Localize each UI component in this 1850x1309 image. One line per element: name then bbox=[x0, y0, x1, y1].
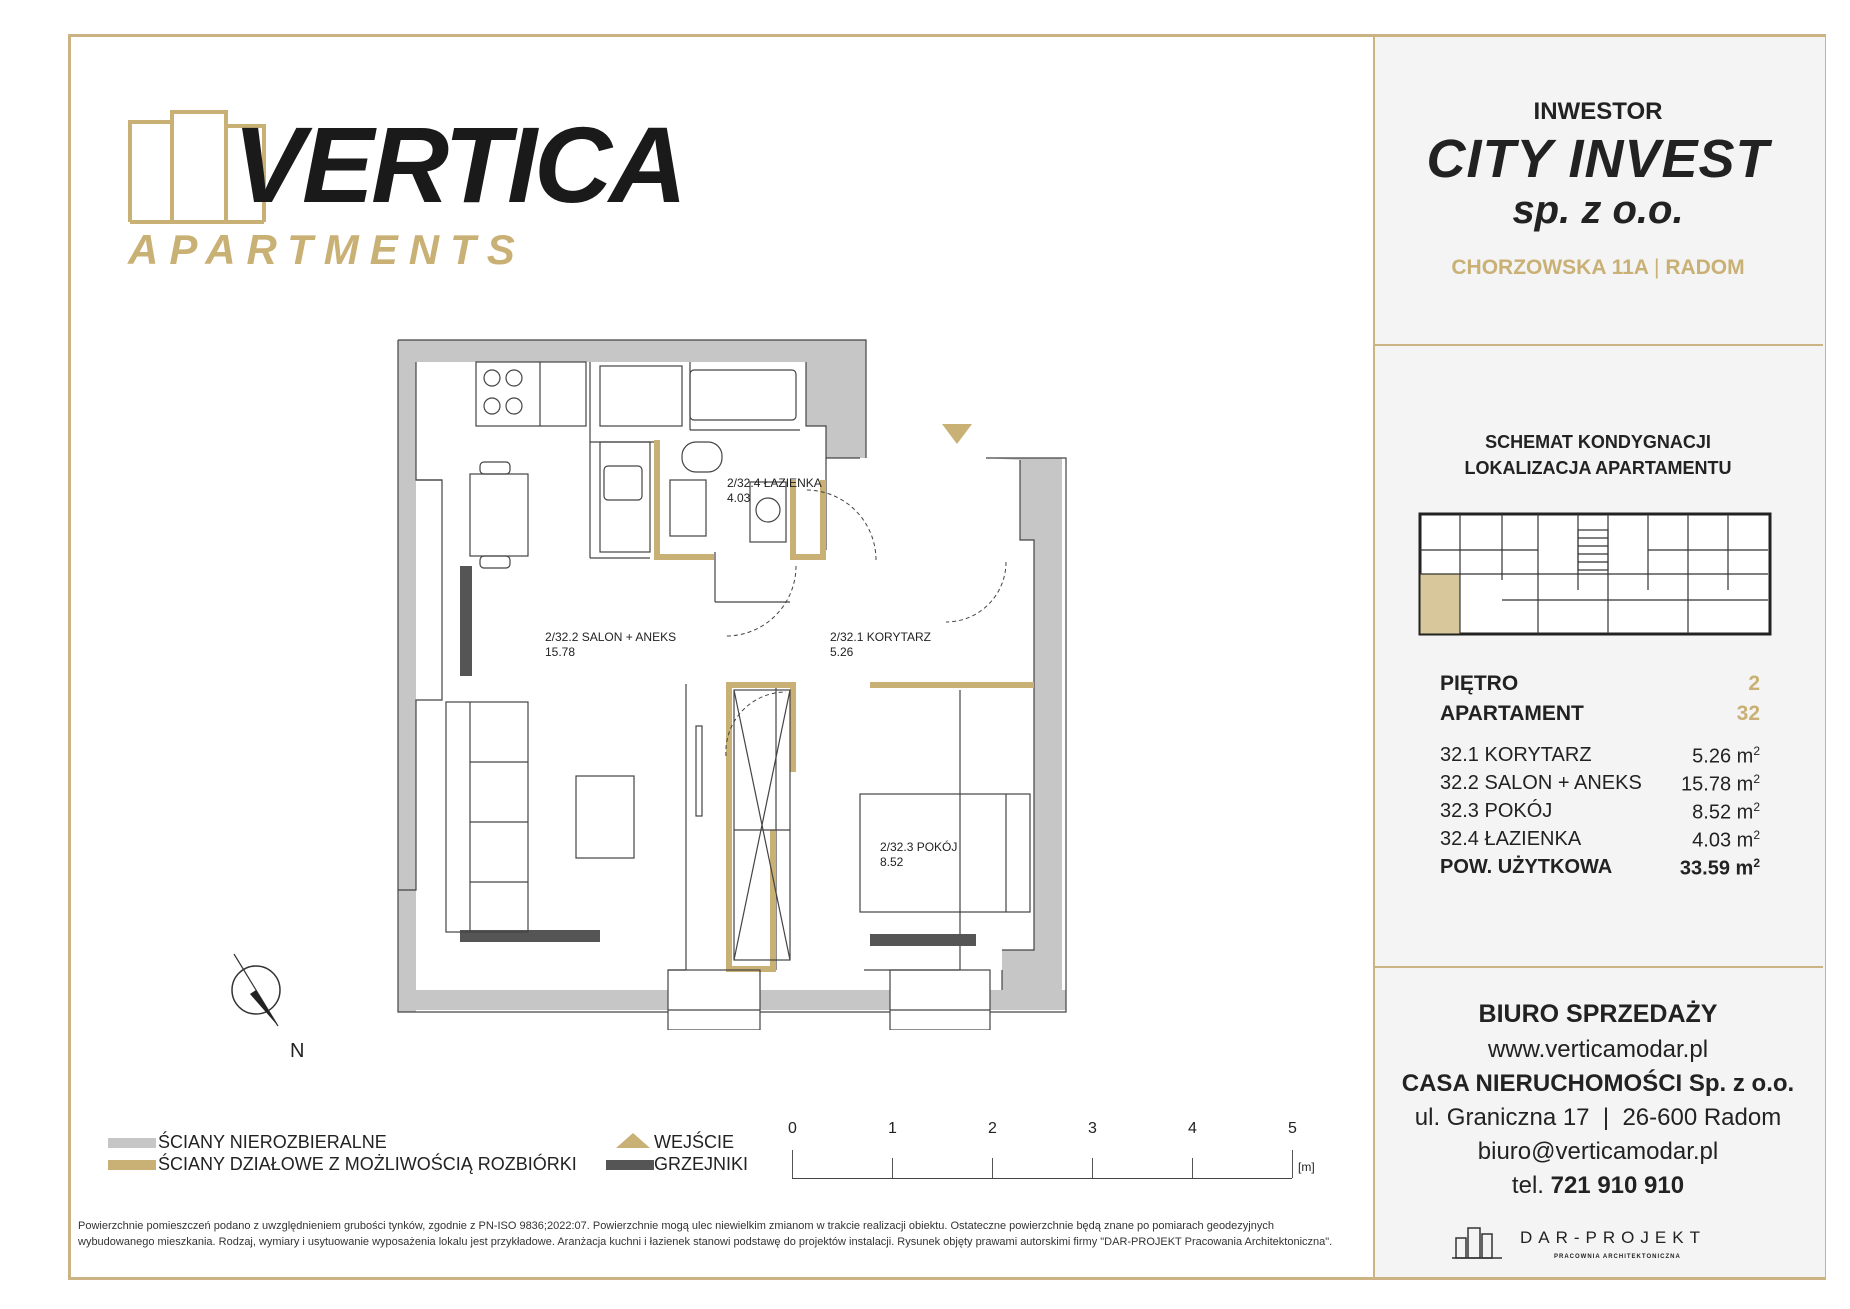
brand-sub: APARTMENTS bbox=[128, 226, 526, 273]
apartment-value: 32 bbox=[1736, 702, 1760, 725]
sales-separator: | bbox=[1602, 1104, 1610, 1131]
legend-radiators: GRZEJNIKI bbox=[654, 1154, 749, 1174]
sales-company: CASA NIERUCHOMOŚCI Sp. z o.o. bbox=[1401, 1070, 1795, 1097]
floor-value: 2 bbox=[1748, 672, 1760, 695]
sales-phone[interactable] bbox=[1373, 1172, 1823, 1200]
total-row bbox=[1440, 856, 1760, 881]
tel-label: tel. bbox=[1511, 1172, 1544, 1199]
room-label-living: 2/32.2 SALON + ANEKS 15.78 bbox=[545, 630, 677, 659]
legend-swatch-fixed bbox=[108, 1138, 156, 1148]
legend-swatch-partition bbox=[108, 1160, 156, 1170]
sales-title: BIURO SPRZEDAŻY bbox=[1478, 1000, 1718, 1028]
investor-name: CITY INVEST bbox=[1426, 129, 1770, 189]
scale-tick: 2 bbox=[988, 1120, 997, 1137]
room-name: 32.2 SALON + ANEKS bbox=[1440, 772, 1642, 794]
address-separator: | bbox=[1654, 256, 1660, 279]
address-street: CHORZOWSKA 11A bbox=[1451, 256, 1649, 279]
divider bbox=[1373, 966, 1823, 968]
room-row bbox=[1440, 828, 1760, 853]
room-area: 8.52 $m^2$ bbox=[1692, 800, 1760, 824]
scale-tick: 0 bbox=[788, 1120, 797, 1137]
floor-label: PIĘTRO bbox=[1440, 672, 1519, 695]
scale-tick: 4 bbox=[1188, 1120, 1197, 1137]
room-label-corridor: 2/32.1 KORYTARZ 5.26 bbox=[830, 630, 931, 659]
address-city: RADOM bbox=[1665, 256, 1745, 279]
room-name: 32.4 ŁAZIENKA bbox=[1440, 828, 1582, 850]
scale-unit: [m] bbox=[1298, 1160, 1315, 1174]
investor-label: INWESTOR bbox=[1533, 98, 1663, 125]
room-area: 5.26 $m^2$ bbox=[1692, 744, 1760, 768]
apartment-row bbox=[1440, 702, 1760, 726]
legend-entrance: WEJŚCIE bbox=[654, 1132, 735, 1152]
sales-postal: 26-600 Radom bbox=[1622, 1104, 1782, 1131]
room-row bbox=[1440, 800, 1760, 825]
legend-partition-walls: ŚCIANY DZIAŁOWE Z MOŻLIWOŚCIĄ ROZBIÓRKI bbox=[158, 1154, 577, 1174]
room-name: 32.1 KORYTARZ bbox=[1440, 744, 1592, 766]
apartment-label: APARTAMENT bbox=[1440, 702, 1584, 725]
sales-street: ul. Graniczna 17 bbox=[1414, 1104, 1590, 1131]
room-label-room: 2/32.3 POKÓJ 8.52 bbox=[880, 840, 958, 869]
scale-tick: 3 bbox=[1088, 1120, 1097, 1137]
designer-sub: PRACOWNIA ARCHITEKTONICZNA bbox=[1554, 1254, 1681, 1260]
sales-email[interactable]: biuro@verticamodar.pl bbox=[1477, 1138, 1719, 1165]
sales-address bbox=[1373, 1104, 1823, 1132]
total-area: 33.59 $m^2$ bbox=[1679, 856, 1760, 880]
floor-row bbox=[1440, 672, 1760, 696]
investor-address bbox=[1373, 256, 1823, 280]
north-label: N bbox=[290, 1040, 305, 1062]
room-label-bathroom: 2/32.4 ŁAZIENKA 4.03 bbox=[727, 476, 822, 505]
scale-tick: 1 bbox=[888, 1120, 897, 1137]
room-row bbox=[1440, 744, 1760, 769]
footnote: Powierzchnie pomieszczeń podano z uwzględnieniem grubości tynków, zgodnie z PN-ISO 9836;2022:07. Powierzchnie mogą ulec niewielkim zmianom w trakcie realizacji obiektu. Ostateczne powierzchnie będą znane po pomiarach geodezyjnych wybudowanego mieszkania. Rodzaj, wymiary i usytuowanie wyposażenia lokalu jest przykładowe. Aranżacja kuchni i łazienek stanowi podstawę do projektów instalacji. Rysunek objęty prawami autorskimi firmy "DAR-PROJEKT Pracowania Architektoniczna". bbox=[78, 1220, 1333, 1248]
tel-value: 721 910 910 bbox=[1550, 1172, 1685, 1199]
room-area: 4.03 $m^2$ bbox=[1692, 828, 1760, 852]
investor-company: sp. z o.o. bbox=[1512, 188, 1684, 232]
entrance-marker bbox=[942, 424, 972, 444]
brand-name: VERTICA bbox=[233, 104, 685, 225]
total-label: POW. UŻYTKOWA bbox=[1440, 856, 1613, 878]
legend-swatch-radiator bbox=[606, 1160, 654, 1170]
room-name: 32.3 POKÓJ bbox=[1440, 800, 1553, 822]
designer-name: DAR-PROJEKT bbox=[1520, 1228, 1706, 1247]
legend-fixed-walls: ŚCIANY NIEROZBIERALNE bbox=[158, 1132, 387, 1152]
sales-website[interactable]: www.verticamodar.pl bbox=[1487, 1036, 1709, 1063]
scheme-title-2: LOKALIZACJA APARTAMENTU bbox=[1464, 458, 1732, 478]
scale-tick: 5 bbox=[1288, 1120, 1297, 1137]
room-area: 15.78 $m^2$ bbox=[1681, 772, 1760, 796]
divider bbox=[1373, 344, 1823, 346]
scheme-title-1: SCHEMAT KONDYGNACJI bbox=[1485, 432, 1711, 452]
room-row bbox=[1440, 772, 1760, 797]
